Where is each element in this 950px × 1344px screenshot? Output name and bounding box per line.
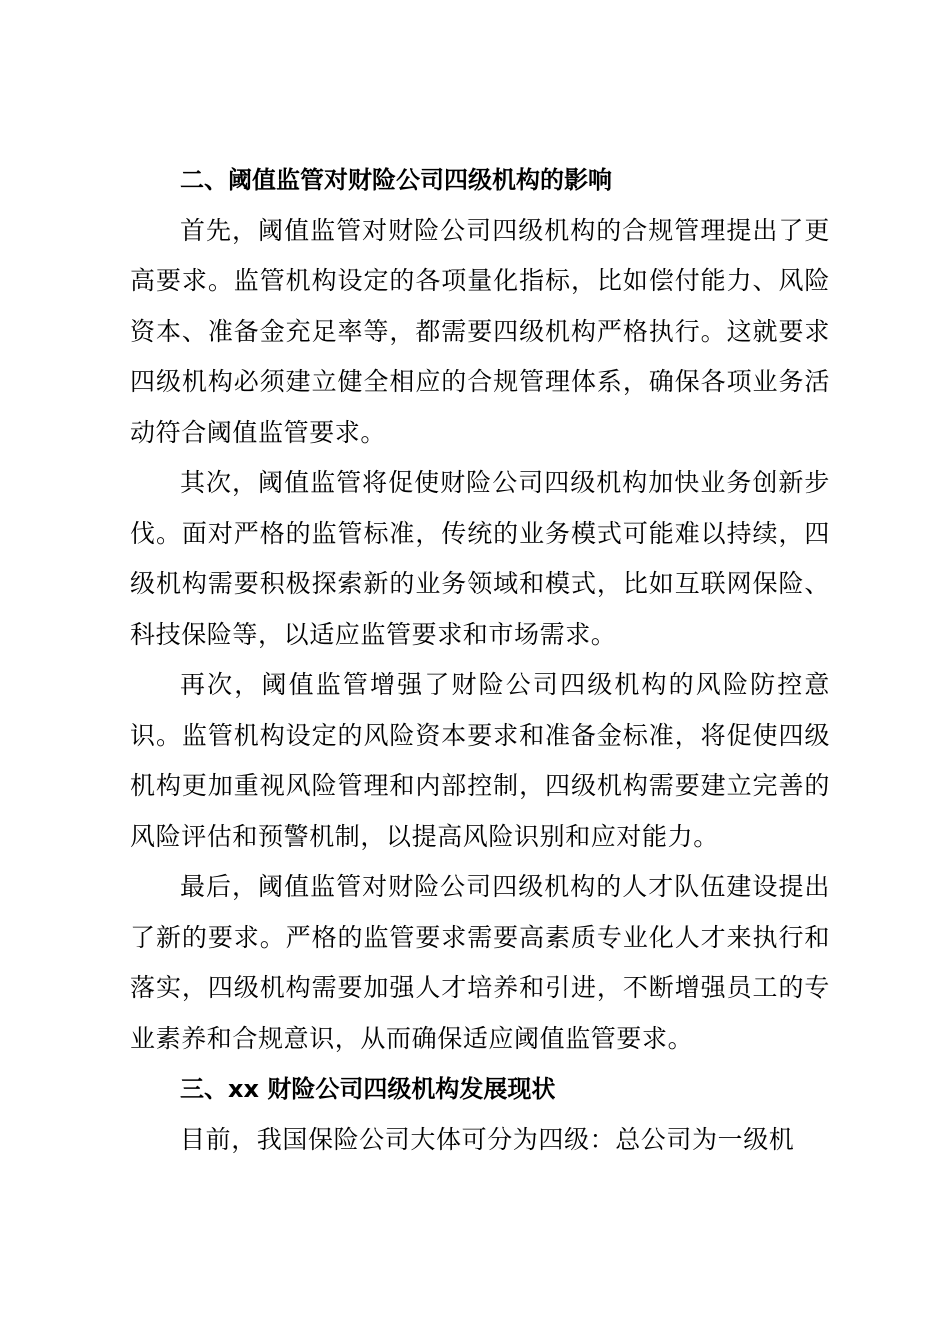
paragraph-fourth: 最后，阈值监管对财险公司四级机构的人才队伍建设提出了新的要求。严格的监管要求需要高素质专业化人才来执行和落实，四级机构需要加强人才培养和引进，不断增强员工的专业素养和合规意识，从而确保适应阈值监管要求。 [130,872,830,1053]
paragraph-first: 首先，阈值监管对财险公司四级机构的合规管理提出了更高要求。监管机构设定的各项量化指标，比如偿付能力、风险资本、准备金充足率等，都需要四级机构严格执行。这就要求四级机构必须建立健全相应的合规管理体系，确保各项业务活动符合阈值监管要求。 [130,215,830,447]
document-body [130,155,830,1165]
paragraph-current-status: 目前，我国保险公司大体可分为四级：总公司为一级机 [180,1124,795,1154]
section-heading-3: 三、xx 财险公司四级机构发展现状 [180,1075,556,1103]
section-heading-2: 二、阈值监管对财险公司四级机构的影响 [180,166,612,194]
paragraph-second: 其次，阈值监管将促使财险公司四级机构加快业务创新步伐。面对严格的监管标准，传统的业务模式可能难以持续，四级机构需要积极探索新的业务领域和模式，比如互联网保险、科技保险等，以适应监管要求和市场需求。 [130,468,830,649]
paragraph-third: 再次，阈值监管增强了财险公司四级机构的风险防控意识。监管机构设定的风险资本要求和准备金标准，将促使四级机构更加重视风险管理和内部控制，四级机构需要建立完善的风险评估和预警机制，以提高风险识别和应对能力。 [130,670,830,851]
